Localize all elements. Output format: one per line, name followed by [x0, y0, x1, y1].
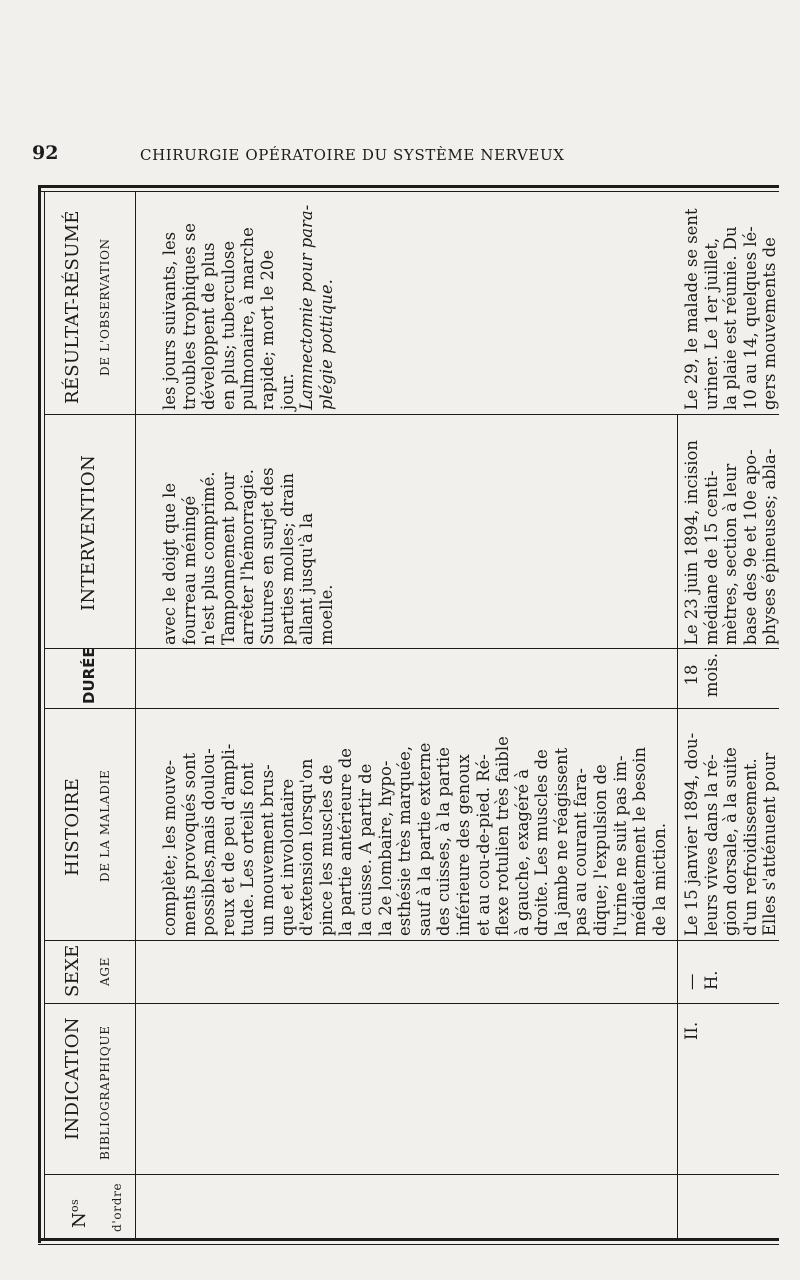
text-line: pulmonaire, à marche [238, 227, 258, 410]
text-line: à gauche, exagéré à [512, 768, 532, 936]
text-line: plégie pottique. [316, 279, 336, 410]
text-line: que et involontaire [277, 778, 297, 936]
text-line: troubles trophiques se [179, 223, 199, 410]
text-line: mois. [701, 652, 721, 698]
text-line: des cuisses, à la partie [434, 747, 454, 936]
text-line: H. [701, 970, 721, 990]
text-line: la cuisse. A partir de [355, 763, 375, 936]
text-line: la 2e lombaire, hypo- [375, 760, 395, 936]
header-indication-title: INDICATION [62, 1017, 83, 1140]
column-divider-duree-histoire [44, 708, 779, 709]
header-resultat-sub: DE L'OBSERVATION [98, 238, 112, 376]
header-ordre-title: $N^{os}$ [68, 1199, 90, 1228]
text-line: Elles s'atténuent pour [760, 752, 780, 936]
text-line: flexe rotulien très faible [493, 736, 513, 936]
text-line: esthésie très marquée, [395, 745, 415, 936]
text-line: d'un refroidissement. [740, 758, 760, 936]
text-line: jour. [277, 373, 297, 410]
table-border-bottom [38, 1238, 779, 1241]
row2-histoire-cell [682, 710, 780, 936]
header-histoire-sub: DE LA MALADIE [98, 769, 112, 882]
row-separator [677, 414, 678, 1239]
text-line: 10 au 14, quelques lé- [740, 226, 760, 410]
text-line: les jours suivants, les [160, 231, 179, 410]
table-border-left-inner [44, 191, 45, 1239]
text-line: et au cou-de-pied. Ré- [473, 754, 493, 936]
text-line: moelle. [316, 584, 336, 645]
text-line: l'urine ne suit pas im- [610, 755, 630, 936]
header-sexe-sub: AGE [98, 956, 112, 986]
text-line: sauf à la partie externe [414, 742, 434, 936]
column-divider-intervention-duree [44, 648, 779, 649]
text-line: reux et de peu d'ampli- [218, 743, 238, 936]
header-duree-title: DURÉE [80, 647, 98, 704]
text-line: inférieure des genoux [453, 754, 473, 936]
text-line: Le 29, le malade se sent [682, 208, 701, 410]
text-line: dique; l'expulsion de [591, 764, 611, 936]
header-ordre-sub: d'ordre [110, 1182, 124, 1232]
text-line: rapide; mort le 20e [257, 249, 277, 410]
row1-intervention-cell [160, 419, 336, 645]
table-border-top-inner [38, 191, 779, 192]
text-line: mètres, section à leur [721, 463, 741, 645]
row2-intervention-cell [682, 419, 780, 645]
text-line: Lamnectomie pour para- [297, 204, 317, 410]
text-line: développent de plus [199, 242, 219, 410]
row2-resultat-cell [682, 184, 780, 410]
row1-histoire-cell [160, 710, 669, 936]
text-line: la plaie est réunie. Du [721, 226, 741, 410]
header-indication-sub: BIBLIOGRAPHIQUE [98, 1025, 112, 1160]
text-line: ments provoqués sont [179, 752, 199, 936]
text-line: la jambe ne réagissent [551, 747, 571, 936]
text-line: médiatement le besoin [630, 746, 650, 936]
text-line: complète; les mouve- [160, 759, 179, 936]
row2-duree-cell [682, 650, 721, 700]
header-sexe-title: SEXE [62, 944, 83, 997]
text-line: uriner. Le 1er juillet, [701, 237, 721, 410]
text-line: gers mouvements de [760, 237, 780, 410]
text-line: gion dorsale, à la suite [721, 747, 741, 936]
page-number: 92 [32, 142, 59, 164]
text-line: pince les muscles de [316, 764, 336, 936]
text-line: arrêter l'hémorragie. [238, 469, 258, 645]
header-resultat-title: RÉSULTAT-RÉSUMÉ [62, 210, 83, 404]
column-divider-histoire-sexe [44, 940, 779, 941]
text-line: — [682, 973, 701, 990]
text-line: tude. Les orteils font [238, 762, 258, 936]
text-line: Le 23 juin 1894, incision [682, 440, 701, 645]
text-line: base des 9e et 10e apo- [740, 449, 760, 645]
column-divider-sexe-indication [44, 1003, 779, 1004]
row2-sexe-cell [682, 940, 721, 990]
text-line: un mouvement brus- [257, 764, 277, 936]
text-line: allant jusqu'à la [297, 513, 317, 645]
column-divider-indication-ordre [44, 1174, 779, 1175]
text-line: leurs vives dans la ré- [701, 754, 721, 936]
header-intervention-title: INTERVENTION [78, 454, 99, 611]
text-line: Sutures en surjet des [257, 467, 277, 645]
running-title: CHIRURGIE OPÉRATOIRE DU SYSTÈME NERVEUX [140, 146, 565, 164]
text-line: médiane de 15 centi- [701, 470, 721, 645]
text-line: fourreau méningé [179, 495, 199, 645]
header-histoire-title: HISTOIRE [62, 777, 83, 876]
text-line: parties molles; drain [277, 473, 297, 645]
text-line: physes épineuses; abla- [760, 448, 780, 645]
table-border-top [38, 185, 779, 188]
text-line: possibles,mais doulou- [199, 748, 219, 936]
table-border-bottom-inner [38, 1244, 779, 1245]
text-line: avec le doigt que le [160, 482, 179, 645]
text-line: Le 15 janvier 1894, dou- [682, 732, 701, 936]
text-line: la partie antérieure de [336, 748, 356, 936]
text-line: de la miction. [649, 822, 669, 936]
text-line: d'extension lorsqu'on [297, 758, 317, 936]
row2-ordre-cell: II. [682, 1021, 701, 1040]
text-line: pas au courant fara- [571, 768, 591, 936]
text-line: Tamponnement pour [218, 472, 238, 645]
table-border-left [38, 185, 41, 1243]
row1-resultat-cell [160, 184, 336, 410]
column-divider-resultat-intervention [44, 414, 779, 415]
text-line: n'est plus comprimé. [199, 471, 219, 645]
text-line: droite. Les muscles de [532, 749, 552, 936]
header-separator-line [135, 191, 136, 1239]
text-line: 18 [682, 664, 701, 686]
text-line: en plus; tuberculose [218, 240, 238, 410]
